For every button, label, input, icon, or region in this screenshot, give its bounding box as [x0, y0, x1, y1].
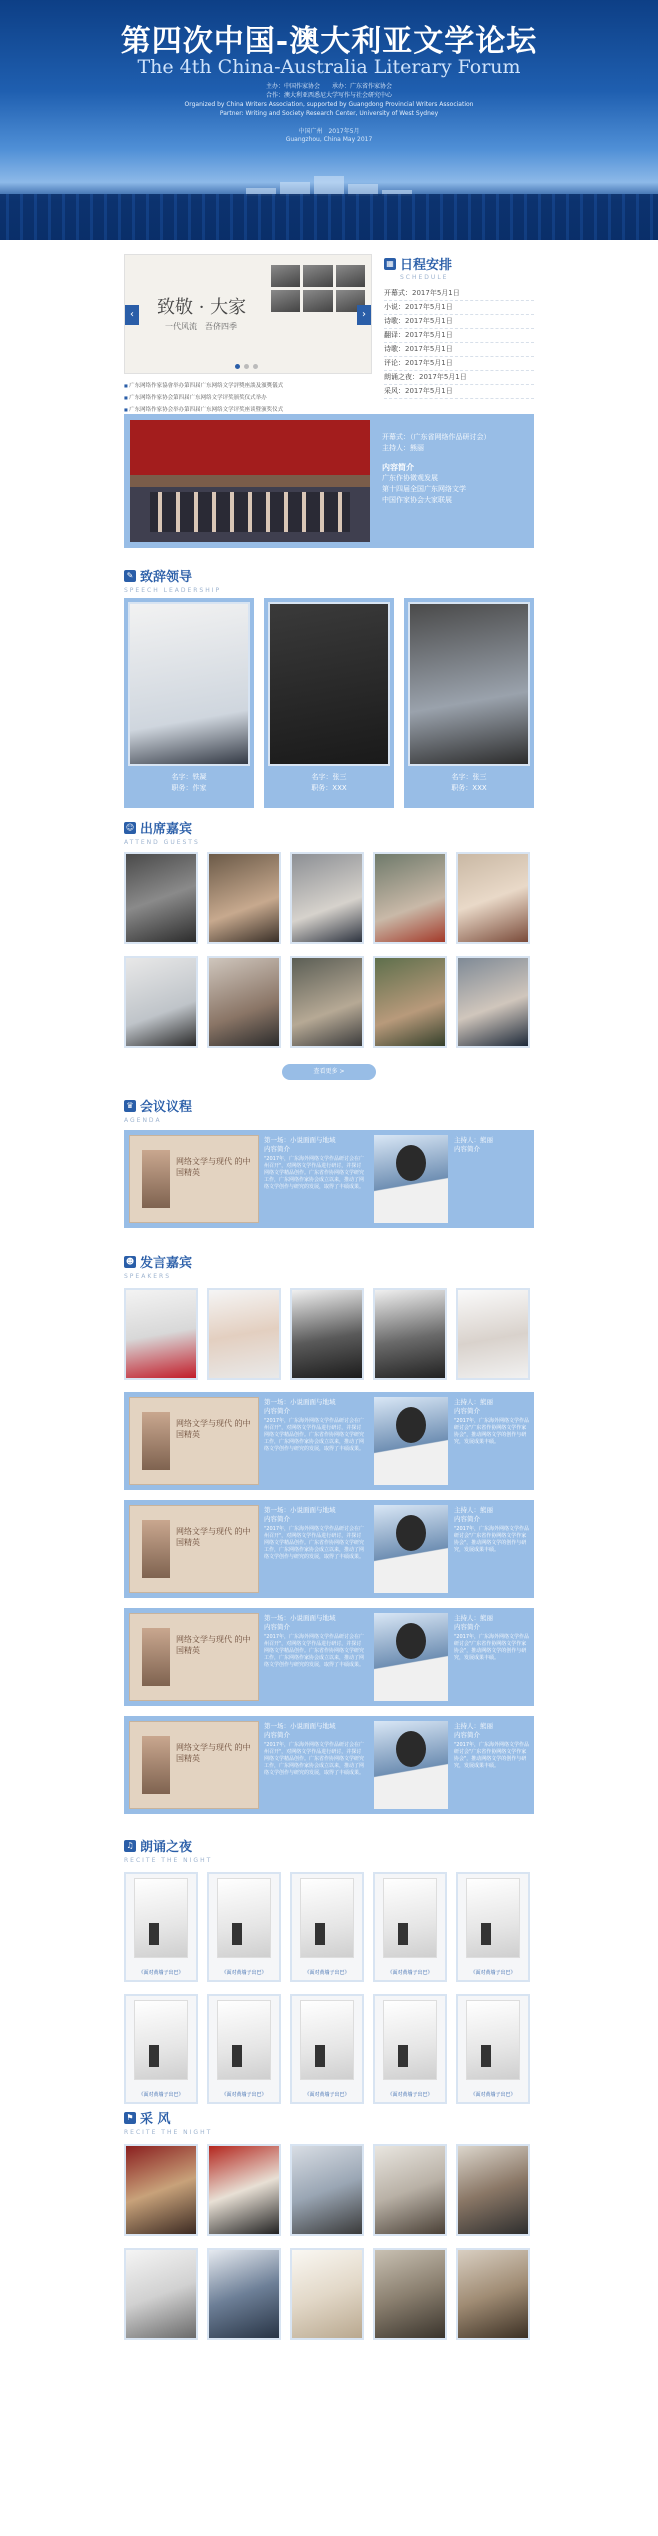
date-location	[0, 128, 658, 144]
session-intro-title: 内容简介	[264, 1407, 290, 1415]
book-item[interactable]	[207, 1994, 281, 2104]
leader-name: 名字：张三	[311, 773, 347, 781]
sea-image	[0, 194, 658, 240]
book-label: 《面对黄墙子出巴》	[221, 2092, 267, 2098]
section-title: 会议议程	[140, 1100, 193, 1115]
book-label: 《面对黄墙子出巴》	[138, 1970, 184, 1976]
book-label: 《面对黄墙子出巴》	[470, 2092, 516, 2098]
session-topic: 第一场：小说面面与地域	[264, 1506, 336, 1514]
slider-subtitle: 一代风流 吾侪四季	[165, 322, 237, 331]
host-name: 主持人：熊丽	[454, 1722, 493, 1730]
calendar-icon: ▦	[384, 258, 396, 270]
host-intro-title: 内容简介	[454, 1407, 480, 1415]
book-cover	[134, 2000, 188, 2080]
section-subtitle: RECITE THE NIGHT	[124, 1857, 213, 1864]
leader-photo	[408, 602, 530, 766]
book-label: 《面对黄墙子出巴》	[138, 2092, 184, 2098]
session-description: "2017年，广东海外网络文学作品研讨会在广州召开"，对网络文学作品进行研讨，并探讨网络文学精品创作。广东省作协网络文学研究工作，广东网络作家协会成立以来，推动了网络文学创作与研究的发展，取得了丰硕成果。	[264, 1418, 365, 1452]
activity-photo[interactable]	[207, 2144, 281, 2236]
section-subtitle: SPEAKERS	[124, 1273, 172, 1280]
section-agenda-header	[124, 1096, 534, 1122]
book-cover	[383, 1878, 437, 1958]
session-description: "2017年，广东海外网络文学作品研讨会在广州召开"，对网络文学作品进行研讨，并探讨网络文学精品创作。广东省作协网络文学研究工作，广东网络作家协会成立以来，推动了网络文学创作与研究的发展，取得了丰硕成果。	[264, 1526, 365, 1560]
agenda-intro-title: 内容简介	[264, 1145, 290, 1153]
book-label: 《面对黄墙子出巴》	[221, 1970, 267, 1976]
more-guests-button[interactable]: 查看更多 >	[282, 1064, 376, 1080]
schedule-row: 翻译：2017年5月1日	[384, 329, 534, 343]
session-intro-title: 内容简介	[264, 1731, 290, 1739]
guest-photo[interactable]	[373, 956, 447, 1048]
user-icon: ☺	[125, 822, 135, 832]
speaker-session-card[interactable]	[124, 1716, 534, 1814]
book-item[interactable]	[124, 1994, 198, 2104]
schedule-subtitle: SCHEDULE	[400, 274, 449, 281]
guest-photo[interactable]	[456, 956, 530, 1048]
leader-photo	[268, 602, 390, 766]
book-title: 网络文学与现代 的中国精英	[176, 1743, 251, 1763]
session-intro-title: 内容简介	[264, 1515, 290, 1523]
schedule-row: 朗诵之夜：2017年5月1日	[384, 371, 534, 385]
book-cover-image	[129, 1135, 259, 1223]
book-cover	[466, 1878, 520, 1958]
event-intro-title: 内容简介	[382, 463, 414, 472]
guest-photo[interactable]	[207, 852, 281, 944]
news-link[interactable]: ■ 广东网络作家协会第四届广东网络文学评奖颁奖仪式举办	[124, 392, 372, 404]
session-intro-title: 内容简介	[264, 1623, 290, 1631]
section-title: 采 风	[140, 2112, 171, 2127]
book-cover	[217, 2000, 271, 2080]
activity-photo[interactable]	[290, 2144, 364, 2236]
host-name: 主持人：熊丽	[454, 1506, 493, 1514]
guest-photo[interactable]	[456, 852, 530, 944]
leaders-list	[124, 598, 534, 808]
speaker-photo[interactable]	[124, 1288, 198, 1380]
speakers-grid	[124, 1288, 534, 1380]
book-item[interactable]	[373, 1994, 447, 2104]
leader-name: 名字：铁凝	[171, 773, 207, 781]
book-item[interactable]	[124, 1872, 198, 1982]
slider-next-button[interactable]: ›	[357, 305, 371, 325]
host-name: 主持人：熊丽	[454, 1614, 493, 1622]
book-cover	[217, 1878, 271, 1958]
speaker-photo[interactable]	[207, 1288, 281, 1380]
forum-title-cn: 第四次中国-澳大利亚文学论坛	[120, 24, 538, 59]
book-cover-image	[129, 1397, 259, 1485]
book-cover-image	[129, 1613, 259, 1701]
flag-icon: ⚑	[124, 2112, 136, 2124]
host-description: "2017年，广东海外网络文学作品研讨会"广东省作协网络文学作家协会"，推动网络文学的创作与研究，发展成果丰硕。	[454, 1634, 530, 1661]
activity-photo[interactable]	[207, 2248, 281, 2340]
leader-name: 名字：张三	[451, 773, 487, 781]
slider-pagination[interactable]	[235, 364, 258, 369]
agenda-topic: 第一场：小说面面与地域	[264, 1136, 336, 1144]
activity-photo[interactable]	[456, 2144, 530, 2236]
book-cover	[300, 2000, 354, 2080]
agenda-description: "2017年，广东海外网络文学作品研讨会在广州召开"，对网络文学作品进行研讨，并探讨网络文学精品创作。广东省作协网络文学研究工作，广东网络作家协会成立以来，推动了网络文学创作与研究的发展，取得了丰硕成果。	[264, 1156, 365, 1190]
activity-photo[interactable]	[290, 2248, 364, 2340]
section-guests-header	[124, 818, 534, 844]
section-speakers-header	[124, 1252, 534, 1278]
activity-photo[interactable]	[456, 2248, 530, 2340]
schedule-panel	[384, 254, 534, 399]
book-item[interactable]	[456, 1994, 530, 2104]
guests-grid	[124, 852, 534, 1048]
leader-job: 职务：作家	[171, 784, 207, 792]
book-label: 《面对黄墙子出巴》	[387, 1970, 433, 1976]
header-banner	[0, 0, 658, 240]
guest-photo[interactable]	[124, 956, 198, 1048]
section-title: 发言嘉宾	[140, 1256, 193, 1271]
host-photo	[374, 1505, 448, 1593]
group-photo	[130, 420, 370, 542]
section-title: 朗诵之夜	[140, 1840, 193, 1855]
event-info	[382, 432, 530, 506]
news-list	[124, 380, 372, 416]
book-cover	[300, 1878, 354, 1958]
book-title: 网络文学与现代 的中国精英	[176, 1419, 251, 1439]
schedule-row: 小说：2017年5月1日	[384, 301, 534, 315]
speaker-photo[interactable]	[456, 1288, 530, 1380]
leader-photo	[128, 602, 250, 766]
guest-photo[interactable]	[124, 852, 198, 944]
book-item[interactable]	[373, 1872, 447, 1982]
book-cover	[466, 2000, 520, 2080]
book-title: 网络文学与现代 的中国精英	[176, 1157, 251, 1177]
guest-photo[interactable]	[290, 852, 364, 944]
section-subtitle: SPEECH LEADERSHIP	[124, 587, 222, 594]
section-leaders-header	[124, 566, 534, 592]
schedule-row: 开幕式：2017年5月1日	[384, 287, 534, 301]
book-label: 《面对黄墙子出巴》	[387, 2092, 433, 2098]
book-item[interactable]	[290, 1872, 364, 1982]
activity-photo[interactable]	[124, 2248, 198, 2340]
section-recite-header	[124, 1836, 534, 1862]
organizer-line-en: Organized by China Writers Association, supported by Guangdong Provincial Writers Association	[184, 101, 474, 108]
host-intro-title: 内容简介	[454, 1145, 480, 1153]
schedule-row: 评论：2017年5月1日	[384, 357, 534, 371]
section-title: 致辞领导	[140, 570, 193, 585]
date-line-en: Guangzhou, China May 2017	[285, 136, 373, 143]
book-title: 网络文学与现代 的中国精英	[176, 1635, 251, 1655]
slider-title: 致敬 · 大家	[157, 297, 247, 318]
host-description: "2017年，广东海外网络文学作品研讨会"广东省作协网络文学作家协会"，推动网络文学的创作与研究，发展成果丰硕。	[454, 1418, 530, 1445]
organizer-lines	[0, 82, 658, 118]
book-cover-image	[129, 1505, 259, 1593]
session-topic: 第一场：小说面面与地域	[264, 1614, 336, 1622]
leader-card[interactable]	[124, 598, 254, 808]
guest-photo[interactable]	[207, 956, 281, 1048]
book-label: 《面对黄墙子出巴》	[304, 2092, 350, 2098]
schedule-row: 采风：2017年5月1日	[384, 385, 534, 399]
city-skyline-image	[0, 176, 658, 196]
host-intro-title: 内容简介	[454, 1515, 480, 1523]
section-subtitle: AGENDA	[124, 1117, 162, 1124]
recite-books-grid	[124, 1872, 534, 2104]
section-subtitle: RECITE THE NIGHT	[124, 2129, 213, 2136]
book-cover	[383, 2000, 437, 2080]
book-item[interactable]	[456, 1872, 530, 1982]
news-link[interactable]: ■ 广东网络作家协会举办第四届广东网络文学评奖座谈暨颁奖仪式	[124, 404, 372, 416]
partner-line-en: Partner: Writing and Society Research Center, University of West Sydney	[219, 110, 439, 117]
book-title: 网络文学与现代 的中国精英	[176, 1527, 251, 1547]
section-title: 出席嘉宾	[140, 822, 193, 837]
organizer-line: 主办：中国作家协会 承办：广东省作家协会	[265, 83, 392, 90]
lock-icon: ♫	[124, 1840, 136, 1852]
agenda-card[interactable]	[124, 1130, 534, 1228]
event-title: 开幕式：（广东省网络作品研讨会）	[382, 433, 491, 441]
activity-photo[interactable]	[373, 2248, 447, 2340]
speaker-session-card[interactable]	[124, 1608, 534, 1706]
news-link[interactable]: ■ 广东网络作家協會举办第四届广东网络文学評獎座談及頒獎儀式	[124, 380, 372, 392]
leader-card[interactable]	[264, 598, 394, 808]
leader-card[interactable]	[404, 598, 534, 808]
book-label: 《面对黄墙子出巴》	[304, 1970, 350, 1976]
session-topic: 第一场：小说面面与地域	[264, 1398, 336, 1406]
host-name: 主持人：熊丽	[454, 1398, 493, 1406]
schedule-title: 日程安排	[400, 258, 453, 273]
event-intro-line: 广东作协微观发展	[382, 474, 438, 482]
caifeng-photo-grid	[124, 2144, 534, 2340]
activity-photo[interactable]	[373, 2144, 447, 2236]
speaker-photo[interactable]	[290, 1288, 364, 1380]
schedule-row: 诗歌：2017年5月1日	[384, 343, 534, 357]
forum-title-en: The 4th China-Australia Literary Forum	[137, 56, 521, 78]
host-name: 主持人：熊丽	[454, 1136, 493, 1144]
host-description: "2017年，广东海外网络文学作品研讨会"广东省作协网络文学作家协会"，推动网络文学的创作与研究，发展成果丰硕。	[454, 1742, 530, 1769]
users-icon: ☻	[125, 1256, 135, 1266]
guest-photo[interactable]	[373, 852, 447, 944]
speaker-session-card[interactable]	[124, 1392, 534, 1490]
session-description: "2017年，广东海外网络文学作品研讨会在广州召开"，对网络文学作品进行研讨，并探讨网络文学精品创作。广东省作协网络文学研究工作，广东网络作家协会成立以来，推动了网络文学创作与研究的发展，取得了丰硕成果。	[264, 1634, 365, 1668]
host-photo	[374, 1397, 448, 1485]
speaker-session-card[interactable]	[124, 1500, 534, 1598]
book-cover-image	[129, 1721, 259, 1809]
event-intro-line: 中国作家协会大家联展	[382, 496, 452, 504]
speaker-photo[interactable]	[373, 1288, 447, 1380]
leader-job: 职务：XXX	[311, 784, 347, 792]
leader-job: 职务：XXX	[451, 784, 487, 792]
date-line-cn: 中国广州 2017年5月	[298, 128, 360, 135]
session-description: "2017年，广东海外网络文学作品研讨会在广州召开"，对网络文学作品进行研讨，并探讨网络文学精品创作。广东省作协网络文学研究工作，广东网络作家协会成立以来，推动了网络文学创作与研究的发展，取得了丰硕成果。	[264, 1742, 365, 1776]
pen-icon: ✎	[124, 570, 136, 582]
section-subtitle: ATTEND GUESTS	[124, 839, 200, 846]
activity-photo[interactable]	[124, 2144, 198, 2236]
host-photo	[374, 1135, 448, 1223]
opening-event-card[interactable]	[124, 414, 534, 548]
event-host: 主持人：熊丽	[382, 444, 424, 452]
slider-thumbnails	[271, 265, 365, 312]
book-cover	[134, 1878, 188, 1958]
session-topic: 第一场：小说面面与地域	[264, 1722, 336, 1730]
schedule-row: 诗歌：2017年5月1日	[384, 315, 534, 329]
host-photo	[374, 1721, 448, 1809]
crown-icon: ♛	[124, 1100, 136, 1112]
guest-photo[interactable]	[290, 956, 364, 1048]
host-photo	[374, 1613, 448, 1701]
host-description: "2017年，广东海外网络文学作品研讨会"广东省作协网络文学作家协会"，推动网络文学的创作与研究，发展成果丰硕。	[454, 1526, 530, 1553]
book-item[interactable]	[290, 1994, 364, 2104]
book-label: 《面对黄墙子出巴》	[470, 1970, 516, 1976]
slider-prev-button[interactable]: ‹	[125, 305, 139, 325]
section-caifeng-header	[124, 2108, 534, 2134]
partner-line: 合作：澳大利亚西悉尼大学写作与社会研究中心	[265, 92, 392, 99]
book-item[interactable]	[207, 1872, 281, 1982]
feature-slider[interactable]	[124, 254, 372, 374]
host-intro-title: 内容简介	[454, 1623, 480, 1631]
event-intro-line: 第十四届全国广东网络文学	[382, 485, 466, 493]
host-intro-title: 内容简介	[454, 1731, 480, 1739]
